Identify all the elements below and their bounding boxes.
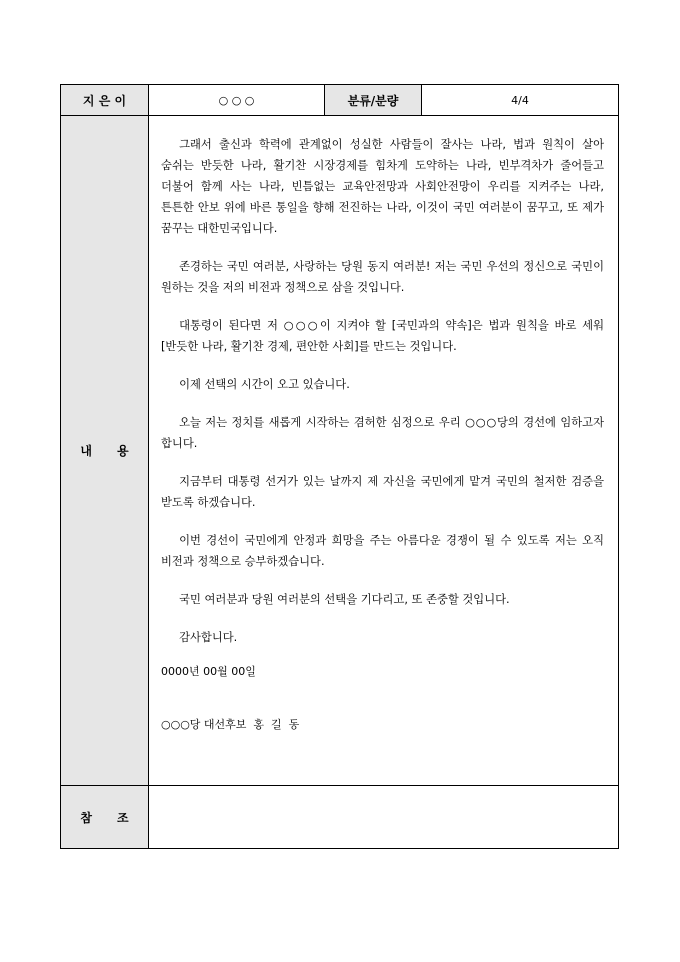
reference-value <box>149 786 619 849</box>
author-label: 지 은 이 <box>61 85 149 116</box>
paragraph-7: 이번 경선이 국민에게 안정과 희망을 주는 아름다운 경쟁이 될 수 있도록 저는 오직 비전과 정책으로 승부하겠습니다. <box>161 534 604 568</box>
content-label: 내 용 <box>61 116 149 786</box>
paragraph-3: 대통령이 된다면 저 ○○○이 지켜야 할 [국민과의 약속]은 법과 원칙을 바로 세워 [반듯한 나라, 활기찬 경제, 편안한 사회]를 만드는 것입니다. <box>161 319 604 353</box>
content-row <box>61 116 619 786</box>
paragraph-8: 국민 여러분과 당원 여러분의 선택을 기다리고, 또 존중할 것입니다. <box>179 593 510 606</box>
signature: ○○○당 대선후보 홍 길 동 <box>161 718 300 731</box>
paragraph-9: 감사합니다. <box>179 631 238 644</box>
paragraph-1: 그래서 출신과 학력에 관계없이 성실한 사람들이 잘사는 나라, 법과 원칙이 살아 숨쉬는 반듯한 나라, 활기찬 시장경제를 힘차게 도약하는 나라, 빈부격차가 줄어들고 더불어 함께 사는 나라, 빈틈없는 교육안전망과 사회안전망이 우리를 지켜주는 나라, 튼튼한 안보 위에 바른 통일을 향해 전진하는 나라, 이것이 국민 여러분이 꿈꾸고, 또 제가 꿈꾸는 대한민국입니다. <box>161 138 604 235</box>
author-value: ○ ○ ○ <box>149 85 325 116</box>
paragraph-4: 이제 선택의 시간이 오고 있습니다. <box>179 378 350 391</box>
reference-label: 참 조 <box>61 786 149 849</box>
category-label: 분류/분량 <box>325 85 422 116</box>
paragraph-5: 오늘 저는 정치를 새롭게 시작하는 겸허한 심정으로 우리 ○○○당의 경선에 임하고자 합니다. <box>161 416 604 450</box>
reference-row <box>61 786 619 849</box>
document-date: 0000년 00월 00일 <box>161 665 256 678</box>
header-row <box>61 85 619 116</box>
category-value: 4/4 <box>422 85 619 116</box>
paragraph-2: 존경하는 국민 여러분, 사랑하는 당원 동지 여러분! 저는 국민 우선의 정신으로 국민이 원하는 것을 저의 비전과 정책으로 삼을 것입니다. <box>161 260 604 294</box>
speech-document-table <box>60 84 619 849</box>
content-body <box>149 116 619 786</box>
paragraph-6: 지금부터 대통령 선거가 있는 날까지 제 자신을 국민에게 맡겨 국민의 철저한 검증을 받도록 하겠습니다. <box>161 475 604 509</box>
